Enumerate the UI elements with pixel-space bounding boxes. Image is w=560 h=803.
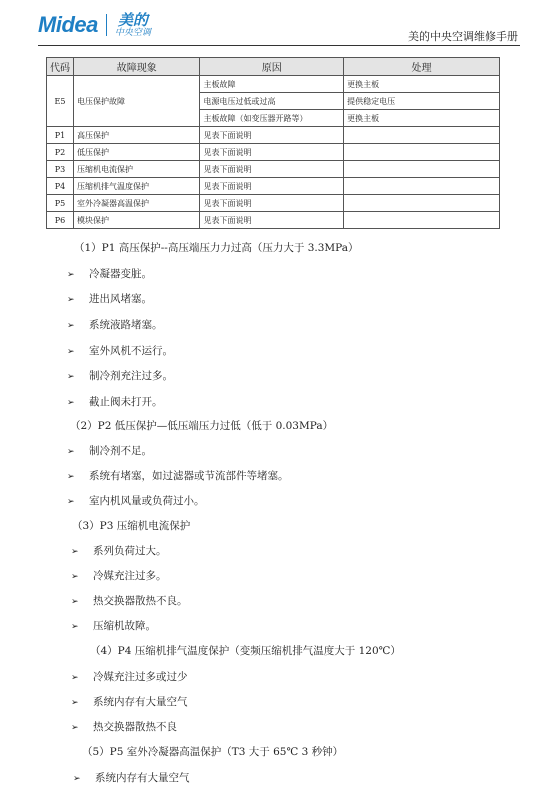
arrow-bullet-icon: ➢ (71, 673, 79, 683)
manual-title: 美的中央空调维修手册 (408, 30, 518, 43)
row-cause: 见表下面说明 (200, 161, 344, 178)
list-item: ➢ 热交换器散热不良 (71, 721, 177, 733)
header-code: 代码 (47, 58, 74, 76)
row-code: P6 (47, 212, 74, 229)
list-item: ➢ 系列负荷过大。 (71, 545, 167, 557)
list-item: ➢ 室外风机不运行。 (67, 345, 173, 357)
arrow-bullet-icon: ➢ (71, 723, 79, 733)
list-item: ➢ 系统有堵塞，如过滤器或节流部件等堵塞。 (67, 470, 289, 482)
list-item: ➢ 冷凝器变脏。 (67, 268, 152, 280)
section-title-p4: （4）P4 压缩机排气温度保护（变频压缩机排气温度大于 120℃） (90, 645, 401, 657)
row-action (344, 178, 500, 195)
row-action (344, 212, 500, 229)
table-row (47, 161, 500, 178)
list-item: ➢ 热交换器散热不良。 (71, 595, 188, 607)
arrow-bullet-icon: ➢ (67, 497, 75, 507)
arrow-bullet-icon: ➢ (67, 398, 75, 408)
row-cause: 见表下面说明 (200, 212, 344, 229)
arrow-bullet-icon: ➢ (67, 270, 75, 280)
table-row (47, 212, 500, 229)
list-item: ➢ 室内机风量或负荷过小。 (67, 495, 205, 507)
list-item: ➢ 系统内存有大量空气 (73, 772, 190, 784)
list-item: ➢ 压缩机故障。 (71, 620, 156, 632)
row-cause: 见表下面说明 (200, 178, 344, 195)
header-cause: 原因 (200, 58, 344, 76)
section-title-p1: （1）P1 高压保护--高压端压力力过高（压力大于 3.3MPa） (74, 242, 359, 254)
row-code: P4 (47, 178, 74, 195)
table-row (47, 76, 500, 93)
header-rule (38, 45, 520, 46)
list-item: ➢ 进出风堵塞。 (67, 293, 152, 305)
list-item: ➢ 截止阀未打开。 (67, 396, 163, 408)
row-code: P2 (47, 144, 74, 161)
list-item: ➢ 系统内存有大量空气 (71, 696, 188, 708)
row-cause: 主板故障 (200, 76, 344, 93)
fault-code-table (46, 57, 500, 229)
row-action (344, 195, 500, 212)
row-symptom: 压缩机电流保护 (74, 161, 200, 178)
row-action (344, 161, 500, 178)
page-header (0, 0, 560, 50)
header-symptom: 故障现象 (74, 58, 200, 76)
row-cause: 见表下面说明 (200, 127, 344, 144)
arrow-bullet-icon: ➢ (71, 547, 79, 557)
table-row (47, 178, 500, 195)
row-action: 更换主板 (344, 110, 500, 127)
logo-cn (114, 10, 151, 38)
row-symptom: 电压保护故障 (74, 76, 200, 127)
row-action: 更换主板 (344, 76, 500, 93)
row-code: P5 (47, 195, 74, 212)
arrow-bullet-icon: ➢ (67, 321, 75, 331)
table-row (47, 195, 500, 212)
arrow-bullet-icon: ➢ (71, 698, 79, 708)
row-cause: 见表下面说明 (200, 195, 344, 212)
row-code: E5 (47, 76, 74, 127)
list-item: ➢ 制冷剂不足。 (67, 445, 152, 457)
section-title-p2: （2）P2 低压保护—低压端压力过低（低于 0.03MPa） (70, 420, 334, 432)
row-action (344, 144, 500, 161)
list-item: ➢ 系统液路堵塞。 (67, 319, 163, 331)
midea-logo (38, 12, 151, 38)
logo-divider (106, 14, 107, 36)
table-header-row (47, 58, 500, 76)
row-symptom: 室外冷凝器高温保护 (74, 195, 200, 212)
row-cause: 主板故障（如变压器开路等） (200, 110, 344, 127)
row-symptom: 模块保护 (74, 212, 200, 229)
list-item: ➢ 冷媒充注过多。 (71, 570, 167, 582)
list-item: ➢ 冷媒充注过多或过少 (71, 671, 188, 683)
logo-midea-text: Midea (38, 12, 98, 37)
row-symptom: 压缩机排气温度保护 (74, 178, 200, 195)
logo-cn-top: 美的 (117, 10, 148, 29)
list-item: ➢ 制冷剂充注过多。 (67, 370, 173, 382)
row-action (344, 127, 500, 144)
section-title-p5: （5）P5 室外冷凝器高温保护（T3 大于 65℃ 3 秒钟） (82, 746, 344, 758)
arrow-bullet-icon: ➢ (67, 347, 75, 357)
table-row (47, 144, 500, 161)
row-cause: 见表下面说明 (200, 144, 344, 161)
arrow-bullet-icon: ➢ (71, 572, 79, 582)
section-title-p3: （3）P3 压缩机电流保护 (72, 520, 191, 532)
arrow-bullet-icon: ➢ (67, 447, 75, 457)
arrow-bullet-icon: ➢ (67, 472, 75, 482)
arrow-bullet-icon: ➢ (71, 622, 79, 632)
arrow-bullet-icon: ➢ (73, 774, 81, 784)
logo-cn-bottom: 中央空调 (114, 27, 151, 38)
row-symptom: 低压保护 (74, 144, 200, 161)
row-code: P1 (47, 127, 74, 144)
row-action: 提供稳定电压 (344, 93, 500, 110)
arrow-bullet-icon: ➢ (67, 295, 75, 305)
table-row (47, 127, 500, 144)
row-cause: 电源电压过低或过高 (200, 93, 344, 110)
header-action: 处理 (344, 58, 500, 76)
arrow-bullet-icon: ➢ (71, 597, 79, 607)
row-symptom: 高压保护 (74, 127, 200, 144)
row-code: P3 (47, 161, 74, 178)
arrow-bullet-icon: ➢ (67, 372, 75, 382)
